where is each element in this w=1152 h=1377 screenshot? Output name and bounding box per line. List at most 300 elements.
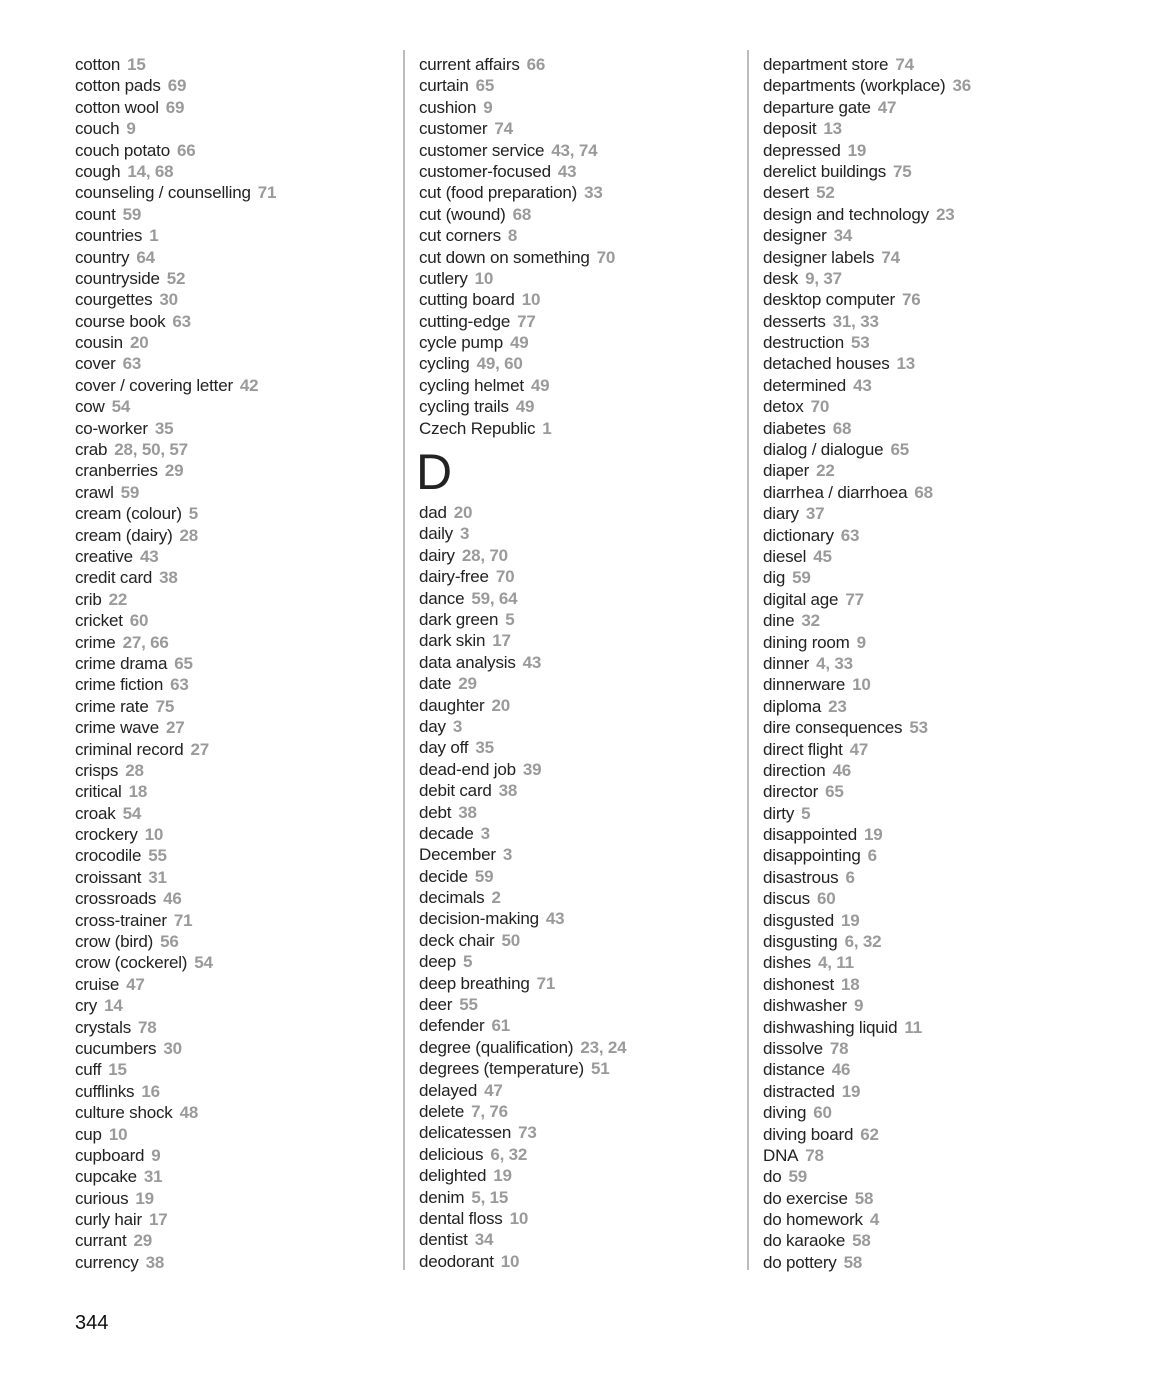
index-term: disgusted	[763, 910, 834, 930]
index-term: destruction	[763, 333, 844, 353]
index-entry	[75, 845, 395, 866]
index-term: delighted	[419, 1166, 487, 1186]
index-entry	[75, 1081, 395, 1102]
index-page-refs: 27	[165, 718, 185, 738]
index-page-refs: 71	[536, 973, 556, 993]
index-term: deck chair	[419, 930, 495, 950]
index-entry	[419, 1037, 739, 1058]
index-page-refs: 19	[840, 910, 860, 930]
index-term: day off	[419, 738, 469, 758]
index-page-refs: 59, 64	[471, 588, 518, 608]
index-entry	[75, 204, 395, 225]
index-page-refs: 29	[458, 674, 477, 694]
index-entry	[419, 1229, 739, 1250]
index-term: cutting board	[419, 290, 515, 310]
index-entry	[419, 247, 739, 268]
index-term: crab	[75, 440, 108, 460]
index-page-refs: 59	[120, 482, 140, 502]
index-term: crime fiction	[75, 675, 164, 695]
index-term: desserts	[763, 311, 826, 331]
index-entry	[419, 268, 739, 289]
index-page-refs: 1	[542, 418, 552, 438]
index-term: couch potato	[75, 140, 170, 160]
index-entry	[419, 1101, 739, 1122]
index-term: cushion	[419, 97, 477, 117]
index-entry	[419, 182, 739, 203]
index-entry	[763, 182, 1083, 203]
index-page-refs: 4, 11	[817, 953, 854, 973]
index-page-refs: 49	[509, 333, 529, 353]
index-entry	[75, 353, 395, 374]
index-entry	[763, 460, 1083, 481]
index-term: cover / covering letter	[75, 375, 233, 395]
index-term: cover	[75, 354, 116, 374]
index-entry	[763, 204, 1083, 225]
index-term: discus	[763, 889, 810, 909]
index-term: dig	[763, 568, 786, 588]
index-entry	[419, 1144, 739, 1165]
index-page-refs: 71	[257, 183, 277, 203]
index-page-refs: 43	[522, 652, 542, 672]
index-entry	[763, 503, 1083, 524]
index-term: country	[75, 247, 130, 267]
index-page-refs: 20	[129, 333, 149, 353]
index-entry	[763, 268, 1083, 289]
index-term: cut down on something	[419, 247, 590, 267]
index-term: cycling trails	[419, 397, 509, 417]
index-entry	[419, 418, 739, 439]
index-page-refs: 60	[129, 611, 149, 631]
index-page-refs: 10	[521, 290, 541, 310]
index-page-refs: 6	[845, 867, 855, 887]
index-page-refs: 23	[935, 204, 955, 224]
index-entry	[419, 823, 739, 844]
index-page-refs: 15	[127, 55, 146, 74]
index-entry	[763, 1081, 1083, 1102]
index-entry	[419, 140, 739, 161]
index-term: cotton wool	[75, 97, 159, 117]
index-page-refs: 35	[154, 418, 174, 438]
index-entry	[419, 289, 739, 310]
index-entry	[763, 995, 1083, 1016]
index-page-refs: 32	[801, 611, 820, 631]
index-term: curtain	[419, 76, 469, 96]
index-entry	[75, 75, 395, 96]
index-term: cutlery	[419, 268, 468, 288]
index-page-refs: 19	[847, 140, 867, 160]
index-entry	[419, 759, 739, 780]
index-entry	[75, 717, 395, 738]
index-page-refs: 14, 68	[127, 161, 174, 181]
index-entry	[419, 204, 739, 225]
index-term: decision-making	[419, 909, 539, 929]
index-entry	[75, 418, 395, 439]
index-entry	[419, 866, 739, 887]
index-entry	[75, 525, 395, 546]
index-term: diving board	[763, 1124, 854, 1144]
index-entry	[75, 482, 395, 503]
index-entry	[763, 760, 1083, 781]
index-page-refs: 59	[122, 204, 142, 224]
index-term: crime wave	[75, 718, 159, 738]
index-page-refs: 65	[825, 782, 844, 802]
index-term: debit card	[419, 781, 492, 801]
index-entry	[763, 396, 1083, 417]
index-entry	[419, 609, 739, 630]
index-term: derelict buildings	[763, 161, 887, 181]
index-term: defender	[419, 1016, 485, 1036]
index-entry	[419, 930, 739, 951]
index-term: dance	[419, 588, 465, 608]
index-entry	[75, 247, 395, 268]
index-page-refs: 78	[805, 1145, 824, 1165]
index-entry	[419, 588, 739, 609]
index-page-refs: 54	[194, 953, 213, 973]
index-term: cricket	[75, 611, 123, 631]
index-term: crisps	[75, 760, 119, 780]
index-entry	[419, 630, 739, 651]
index-entry	[75, 1017, 395, 1038]
index-entry	[419, 75, 739, 96]
index-term: departure gate	[763, 97, 871, 117]
index-entry	[75, 546, 395, 567]
index-page-refs: 47	[484, 1080, 503, 1100]
index-term: do pottery	[763, 1252, 837, 1272]
index-entry	[75, 781, 395, 802]
index-page-refs: 74	[494, 119, 513, 139]
index-entry	[763, 696, 1083, 717]
index-term: dire consequences	[763, 718, 903, 738]
index-entry	[75, 760, 395, 781]
index-page-refs: 1	[149, 226, 159, 246]
index-entry	[763, 54, 1083, 75]
index-term: DNA	[763, 1145, 799, 1165]
index-entry	[75, 396, 395, 417]
index-term: crow (bird)	[75, 932, 154, 952]
index-term: customer-focused	[419, 161, 551, 181]
index-page-refs: 58	[852, 1231, 871, 1251]
index-entry	[75, 1252, 395, 1273]
index-term: detached houses	[763, 354, 890, 374]
index-term: direction	[763, 760, 826, 780]
column-divider	[403, 50, 405, 1270]
index-page-refs: 17	[492, 631, 511, 651]
index-page-refs: 70	[495, 567, 515, 587]
index-page-refs: 3	[459, 524, 470, 544]
index-entry	[763, 140, 1083, 161]
index-entry	[419, 737, 739, 758]
index-term: delicatessen	[419, 1123, 512, 1143]
index-entry	[763, 1145, 1083, 1166]
index-page-refs: 75	[893, 161, 912, 181]
index-term: design and technology	[763, 204, 929, 224]
index-page-refs: 45	[813, 546, 832, 566]
column-divider	[747, 50, 749, 1270]
index-page-refs: 37	[805, 504, 825, 524]
index-page-refs: 56	[160, 932, 179, 952]
index-term: dialog / dialogue	[763, 440, 884, 460]
index-term: dad	[419, 503, 447, 523]
index-page-refs: 29	[164, 461, 184, 481]
index-entry	[763, 1124, 1083, 1145]
index-page-refs: 38	[145, 1252, 165, 1272]
index-page-refs: 29	[133, 1231, 153, 1251]
index-page-refs: 49, 60	[476, 354, 523, 374]
index-entry	[763, 1038, 1083, 1059]
index-page-refs: 46	[163, 889, 182, 909]
index-term: creative	[75, 546, 133, 566]
index-term: cranberries	[75, 461, 158, 481]
index-entry	[75, 375, 395, 396]
index-term: disgusting	[763, 932, 838, 952]
index-term: curious	[75, 1188, 129, 1208]
index-term: count	[75, 204, 116, 224]
index-entry	[763, 1017, 1083, 1038]
index-page-refs: 73	[518, 1123, 537, 1143]
index-page-refs: 22	[816, 461, 835, 481]
index-term: disappointing	[763, 846, 861, 866]
index-page-refs: 54	[111, 397, 131, 417]
index-entry	[419, 1165, 739, 1186]
index-entry	[419, 780, 739, 801]
index-term: dishwasher	[763, 996, 847, 1016]
index-entry	[763, 781, 1083, 802]
index-entry	[763, 525, 1083, 546]
index-term: do	[763, 1167, 782, 1187]
index-term: data analysis	[419, 652, 516, 672]
index-term: designer labels	[763, 247, 875, 267]
index-page-refs: 42	[239, 375, 259, 395]
index-page-refs: 18	[128, 782, 148, 802]
index-entry	[763, 375, 1083, 396]
index-term: desktop computer	[763, 290, 895, 310]
index-entry	[763, 674, 1083, 695]
index-page-refs: 9	[483, 97, 493, 117]
index-term: diving	[763, 1103, 807, 1123]
index-term: currant	[75, 1231, 127, 1251]
index-page-refs: 49	[530, 375, 550, 395]
index-term: diesel	[763, 546, 807, 566]
index-term: criminal record	[75, 739, 184, 759]
index-page-refs: 76	[901, 290, 921, 310]
index-entry	[75, 1230, 395, 1251]
index-entry	[419, 311, 739, 332]
index-entry	[763, 589, 1083, 610]
index-term: cuff	[75, 1060, 102, 1080]
index-entry	[419, 887, 739, 908]
index-term: decade	[419, 823, 474, 843]
index-page-refs: 31	[143, 1167, 163, 1187]
index-page-refs: 43	[545, 909, 565, 929]
index-page-refs: 9	[856, 632, 866, 652]
index-entry	[763, 1188, 1083, 1209]
index-page-refs: 6, 32	[490, 1144, 528, 1164]
index-entry	[75, 460, 395, 481]
index-term: deep breathing	[419, 973, 530, 993]
index-term: croak	[75, 803, 116, 823]
index-page-refs: 78	[829, 1038, 849, 1058]
index-entry	[763, 931, 1083, 952]
index-term: cow	[75, 397, 105, 417]
index-page-refs: 5, 15	[471, 1187, 509, 1207]
index-entry	[75, 161, 395, 182]
index-page-refs: 68	[832, 418, 852, 438]
index-page-refs: 69	[165, 97, 185, 117]
index-page-refs: 74	[881, 247, 900, 267]
index-entry	[419, 844, 739, 865]
index-term: dissolve	[763, 1038, 823, 1058]
index-page-refs: 55	[459, 995, 478, 1015]
page-number: 344	[75, 1312, 109, 1334]
index-entry	[763, 567, 1083, 588]
index-term: cut corners	[419, 226, 501, 246]
index-term: daughter	[419, 695, 485, 715]
index-term: cupboard	[75, 1145, 145, 1165]
index-term: deep	[419, 952, 457, 972]
index-page-refs: 2	[491, 888, 501, 908]
index-page-refs: 5	[188, 504, 199, 524]
index-entry	[763, 803, 1083, 824]
index-entry	[419, 545, 739, 566]
index-page-refs: 46	[832, 760, 851, 780]
index-page-refs: 34	[474, 1230, 494, 1250]
index-page-refs: 13	[896, 354, 916, 374]
index-page-refs: 13	[823, 119, 842, 139]
index-page-refs: 10	[500, 1251, 520, 1271]
index-entry	[763, 952, 1083, 973]
index-entry	[419, 523, 739, 544]
index-term: cucumbers	[75, 1038, 157, 1058]
index-page-refs: 51	[590, 1059, 610, 1079]
section-letter-heading: D	[416, 444, 453, 501]
index-page-refs: 69	[167, 76, 187, 96]
index-entry	[763, 482, 1083, 503]
index-entry	[75, 589, 395, 610]
index-page-refs: 22	[108, 589, 128, 609]
index-entry	[75, 931, 395, 952]
index-term: cupcake	[75, 1167, 137, 1187]
index-page-refs: 60	[813, 1103, 832, 1123]
index-entry	[419, 951, 739, 972]
index-entry	[763, 289, 1083, 310]
index-page-refs: 6, 32	[844, 932, 882, 952]
index-page-refs: 47	[849, 739, 869, 759]
index-page-refs: 66	[526, 55, 546, 74]
index-page-refs: 47	[126, 974, 145, 994]
index-page-refs: 63	[172, 311, 191, 331]
index-term: departments (workplace)	[763, 76, 946, 96]
index-entry	[763, 97, 1083, 118]
index-entry	[75, 1145, 395, 1166]
index-term: crockery	[75, 825, 138, 845]
index-entry	[763, 225, 1083, 246]
index-entry	[75, 1102, 395, 1123]
index-term: dead-end job	[419, 759, 516, 779]
index-entry	[763, 161, 1083, 182]
index-page-refs: 4	[869, 1210, 880, 1230]
index-entry	[763, 311, 1083, 332]
index-page-refs: 10	[474, 268, 494, 288]
index-entry	[75, 632, 395, 653]
index-term: diaper	[763, 461, 810, 481]
index-entry	[419, 652, 739, 673]
index-entry	[763, 75, 1083, 96]
index-page-refs: 59	[792, 568, 811, 588]
index-entry	[763, 653, 1083, 674]
index-page-refs: 63	[840, 525, 860, 545]
index-entry	[75, 888, 395, 909]
index-page-refs: 15	[108, 1060, 127, 1080]
index-term: cream (dairy)	[75, 525, 173, 545]
index-term: director	[763, 782, 819, 802]
index-page-refs: 65	[890, 440, 909, 460]
index-page-refs: 52	[166, 268, 186, 288]
index-page-refs: 77	[845, 589, 864, 609]
index-term: diploma	[763, 696, 822, 716]
index-term: croissant	[75, 867, 142, 887]
index-entry	[763, 739, 1083, 760]
index-page-refs: 28	[179, 525, 199, 545]
index-page-refs: 58	[843, 1252, 863, 1272]
index-page-refs: 4, 33	[816, 653, 853, 673]
index-entry	[419, 673, 739, 694]
index-term: do exercise	[763, 1188, 848, 1208]
index-page-refs: 9	[854, 996, 864, 1016]
index-page-refs: 10	[852, 675, 871, 695]
index-term: degrees (temperature)	[419, 1059, 584, 1079]
index-page-refs: 17	[148, 1210, 168, 1230]
index-entry	[75, 182, 395, 203]
index-entry	[75, 311, 395, 332]
index-page-refs: 28	[125, 760, 144, 780]
index-page-refs: 74	[895, 55, 914, 74]
index-term: delicious	[419, 1144, 484, 1164]
index-term: disappointed	[763, 825, 858, 845]
index-page-refs: 23, 24	[580, 1037, 627, 1057]
index-term: countries	[75, 226, 143, 246]
index-term: dirty	[763, 803, 795, 823]
index-entry	[763, 1230, 1083, 1251]
index-page-refs: 54	[122, 803, 142, 823]
index-entry	[419, 332, 739, 353]
index-page-refs: 38	[458, 802, 477, 822]
index-column-1	[75, 54, 395, 1273]
index-page-refs: 63	[122, 354, 142, 374]
index-page-refs: 49	[515, 397, 535, 417]
index-term: deodorant	[419, 1251, 494, 1271]
index-entry	[419, 353, 739, 374]
index-term: crawl	[75, 482, 114, 502]
index-page-refs: 43	[139, 546, 159, 566]
index-page-refs: 27, 66	[122, 632, 169, 652]
index-entry	[75, 332, 395, 353]
index-entry	[763, 332, 1083, 353]
index-page-refs: 52	[816, 183, 835, 203]
index-term: disastrous	[763, 867, 839, 887]
index-term: crime	[75, 632, 116, 652]
index-page-refs: 53	[850, 333, 870, 353]
index-column-2	[416, 54, 739, 1272]
index-page-refs: 58	[854, 1188, 874, 1208]
index-term: dishwashing liquid	[763, 1017, 898, 1037]
index-term: diary	[763, 504, 799, 524]
index-page-refs: 6	[867, 846, 877, 866]
index-page-refs: 59	[474, 866, 494, 886]
index-term: customer service	[419, 140, 545, 160]
index-term: cut (food preparation)	[419, 183, 578, 203]
index-page-refs: 38	[159, 568, 178, 588]
index-page-refs: 9, 37	[805, 268, 842, 288]
